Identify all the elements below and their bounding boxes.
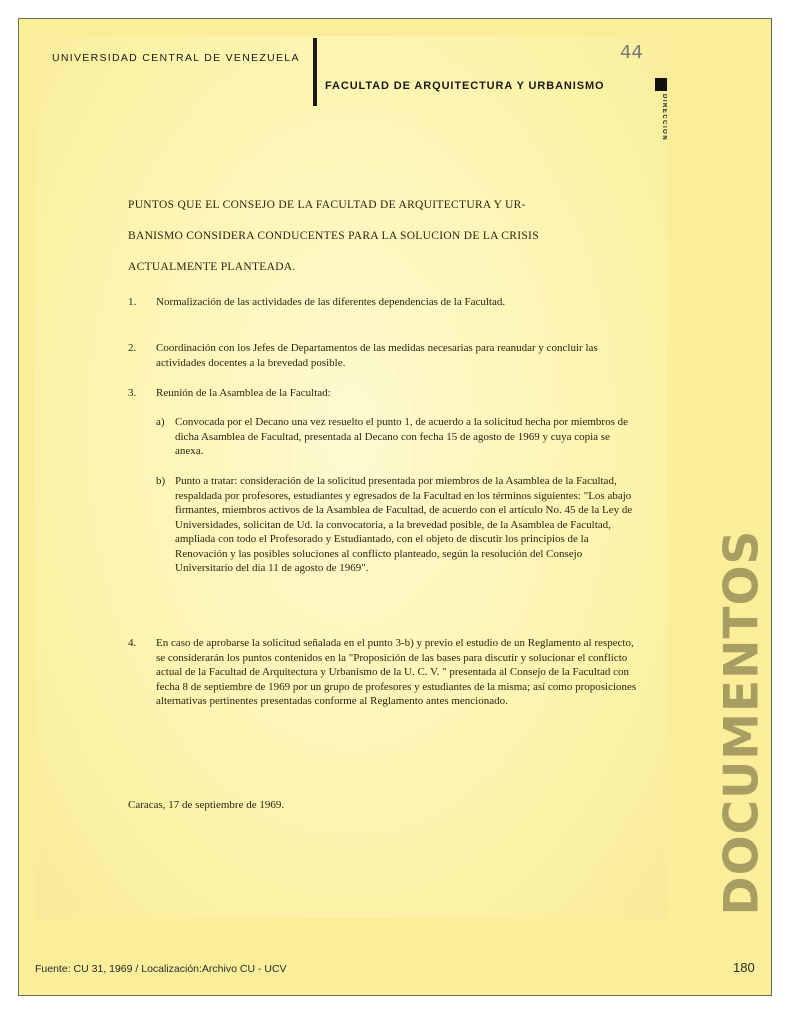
- title-line: BANISMO CONSIDERA CONDUCENTES PARA LA SOLUCION DE LA CRISIS: [128, 230, 539, 242]
- item-text: Normalización de las actividades de las diferentes dependencias de la Facultad.: [156, 296, 506, 308]
- letterhead-square: [655, 78, 667, 91]
- scanned-document: [35, 36, 667, 918]
- sub-item-text: Convocada por el Decano una vez resuelto el punto 1, de acuerdo a la solicitud hecha por miembros de dicha Asamblea de Facultad, presentada al Decano con fecha 15 de agosto de 1969 y cuya copia se anexa.: [175, 416, 628, 457]
- university-name: UNIVERSIDAD CENTRAL DE VENEZUELA: [52, 52, 300, 64]
- faculty-name: FACULTAD DE ARQUITECTURA Y URBANISMO: [325, 80, 605, 92]
- page-number: 180: [733, 960, 755, 975]
- item-text: Coordinación con los Jefes de Departamentos de las medidas necesarias para reanudar y concluir las actividades docentes a la brevedad posible.: [156, 342, 598, 369]
- footer-source: Fuente: CU 31, 1969 / Localización:Archivo CU - UCV: [35, 963, 287, 975]
- sub-item-letter: a): [156, 416, 165, 428]
- document-date: Caracas, 17 de septiembre de 1969.: [128, 799, 285, 811]
- title-line: ACTUALMENTE PLANTEADA.: [128, 261, 296, 273]
- direction-label: DIRECCION: [661, 94, 667, 142]
- item-number: 2.: [128, 342, 137, 354]
- item-number: 4.: [128, 637, 137, 649]
- letterhead-divider: [313, 38, 317, 106]
- item-number: 1.: [128, 296, 137, 308]
- title-line: PUNTOS QUE EL CONSEJO DE LA FACULTAD DE ARQUITECTURA Y UR-: [128, 199, 526, 211]
- section-label: [712, 525, 772, 920]
- handwritten-page-number: 44: [620, 42, 643, 63]
- item-text: Reunión de la Asamblea de la Facultad:: [156, 387, 331, 399]
- sub-item-text: Punto a tratar: consideración de la solicitud presentada por miembros de la Asamblea de la Facultad, respaldada por profesores, estudiantes y egresados de la Facultad en los términos siguientes: "Los abajo firmantes, miembros activos de la Asamblea de Facultad, de acuerdo con el artículo No. 45 de la Ley de Universidades, solicitan de Ud. la convocatoria, a la brevedad posible, de la Asamblea de Facultad, ampliada con todo el Profesorado y Estudiantado, con el objeto de discutir los principios de la Renovación y las posibles soluciones al conflicto planteado, según la resolución del Consejo Universitario del día 11 de agosto de 1969".: [175, 475, 633, 574]
- document-title: [128, 190, 628, 283]
- section-label-text: DOCUMENTOS: [714, 529, 770, 916]
- item-number: 3.: [128, 387, 137, 399]
- item-text: En caso de aprobarse la solicitud señalada en el punto 3-b) y previo el estudio de un Reglamento al respecto, se considerarán los puntos contenidos en la "Proposición de las bases para discutir y solucionar el conflicto actual de la Facultad de Arquitectura y Urbanismo de la U. C. V. " presentada al Consejo de la Facultad con fecha 8 de septiembre de 1969 por un grupo de profesores y estudiantes de la misma; así como proposiciones alternativas pertinentes presentadas conforme al Reglamento antes mencionado.: [156, 637, 637, 707]
- sub-item-letter: b): [156, 475, 166, 487]
